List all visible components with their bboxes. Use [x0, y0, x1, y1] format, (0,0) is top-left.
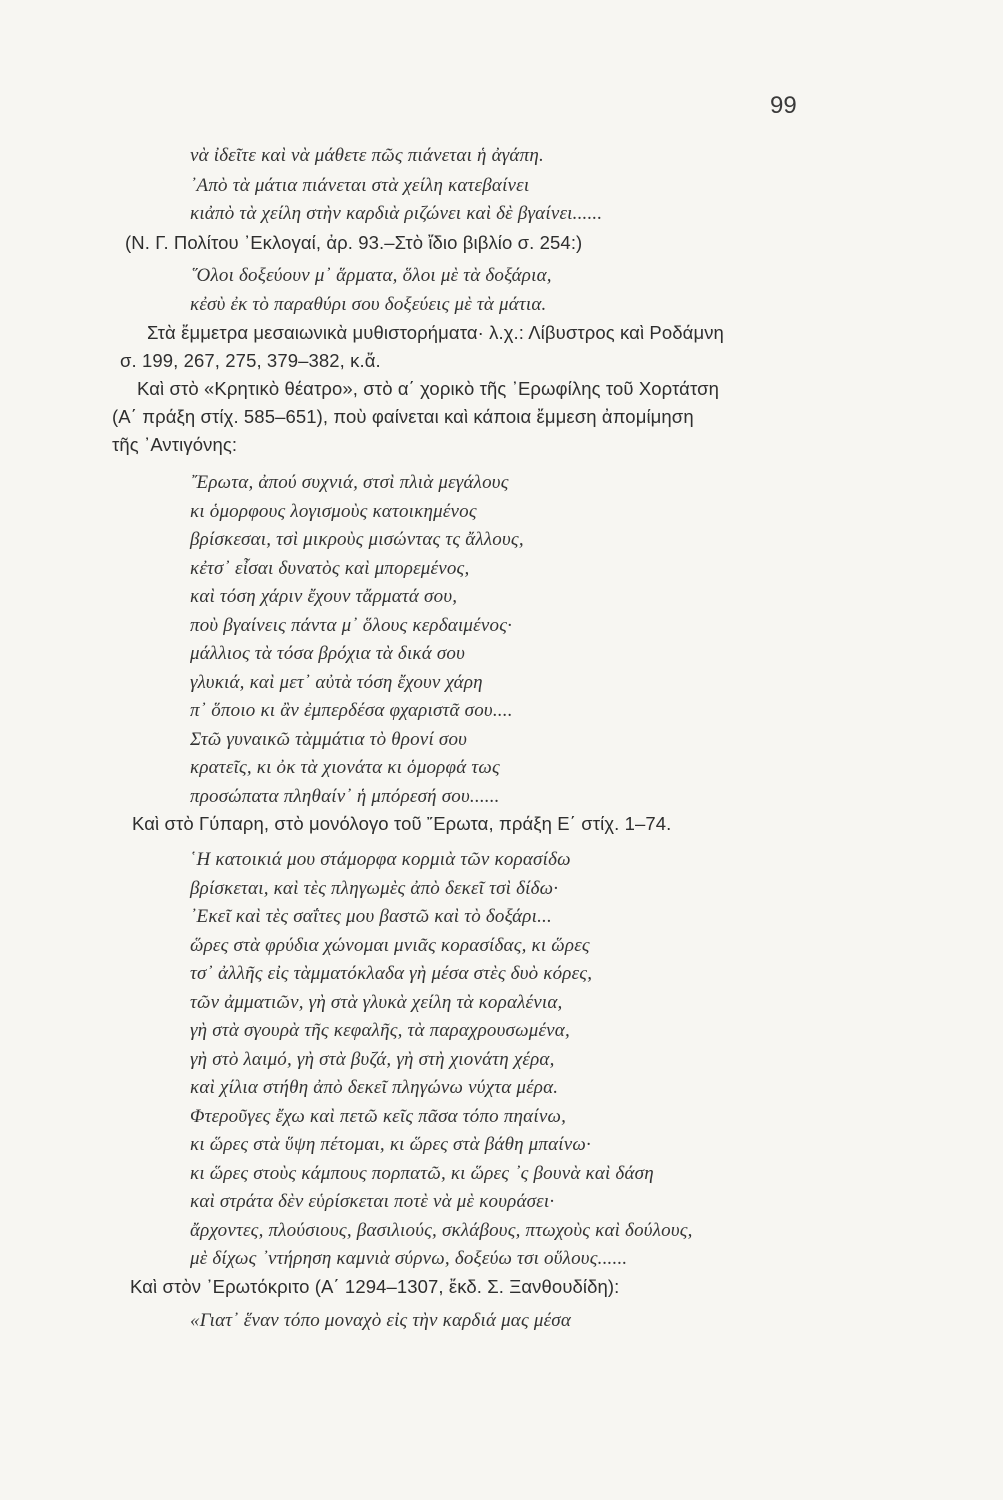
- verse-line: τσ᾿ ἀλλῆς εἰς τὰμματόκλαδα γὴ μέσα στὲς δυὸ κόρες,: [190, 963, 593, 984]
- page-number: 99: [770, 92, 797, 119]
- text-line: Καὶ στὸν ᾿Ερωτόκριτο (Α΄ 1294–1307, ἔκδ. Σ. Ξανθουδίδη):: [130, 1276, 620, 1297]
- verse-line: ποὺ βγαίνεις πάντα μ᾿ ὅλους κερδαιμένος·: [190, 615, 513, 636]
- text-line: (Α΄ πράξη στίχ. 585–651), ποὺ φαίνεται καὶ κάποια ἔμμεση ἀπομίμηση: [112, 406, 694, 427]
- verse-line: κι ὥρες στοὺς κάμπους πορπατῶ, κι ὥρες ᾽ς βουνὰ καὶ δάση: [190, 1163, 654, 1184]
- verse-line: βρίσκεται, καὶ τὲς πληγωμὲς ἀπὸ δεκεῖ τσὶ δίδω·: [190, 878, 559, 899]
- verse-line: γλυκιά, καὶ μετ᾿ αὐτὰ τόση ἔχουν χάρη: [190, 672, 483, 693]
- text-line: ῞Ολοι δοξεύουν μ᾿ ἅρματα, ὅλοι μὲ τὰ δοξάρια,: [190, 265, 552, 286]
- text-line: (Ν. Γ. Πολίτου ᾿Εκλογαί, ἀρ. 93.–Στὸ ἴδιο βιβλίο σ. 254:): [125, 232, 583, 253]
- verse-line: ῎Ερωτα, ἀπού συχνιά, στσὶ πλιὰ μεγάλους: [190, 472, 509, 493]
- verse-line: ῾Η κατοικιά μου στάμορφα κορμιὰ τῶν κορασίδω: [190, 849, 571, 870]
- verse-line: κρατεῖς, κι ὀκ τὰ χιονάτα κι ὁμορφά τως: [190, 757, 500, 778]
- text-line: κἐσὺ ἐκ τὸ παραθύρι σου δοξεύεις μὲ τὰ μάτια.: [190, 294, 547, 315]
- text-line: Καὶ στὸ «Κρητικὸ θέατρο», στὸ α΄ χορικὸ τῆς ᾿Ερωφίλης τοῦ Χορτάτση: [137, 378, 720, 399]
- text-line: Στὰ ἔμμετρα μεσαιωνικὰ μυθιστορήματα· λ.χ.: Λίβυστρος καὶ Ροδάμνη: [147, 322, 724, 343]
- verse-line: «Γιατ᾿ ἕναν τόπο μοναχὸ εἰς τὴν καρδιά μας μέσα: [190, 1310, 572, 1331]
- verse-line: Φτεροῦγες ἔχω καὶ πετῶ κεῖς πᾶσα τόπο πηαίνω,: [190, 1106, 567, 1127]
- verse-line: ὥρες στὰ φρύδια χώνομαι μνιᾶς κορασίδας, κι ὥρες: [190, 935, 590, 956]
- text-line: τῆς ᾿Αντιγόνης:: [112, 434, 238, 455]
- verse-line: κι ὥρες στὰ ὕψη πέτομαι, κι ὥρες στὰ βάθη μπαίνω·: [190, 1134, 591, 1155]
- verse-line: ἄρχοντες, πλούσιους, βασιλιούς, σκλάβους, πτωχοὺς καὶ δούλους,: [190, 1220, 693, 1241]
- text-line: κιἀπὸ τὰ χείλη στὴν καρδιὰ ριζώνει καὶ δὲ βγαίνει......: [190, 203, 603, 224]
- verse-line: ᾿Εκεῖ καὶ τὲς σαΐτες μου βαστῶ καὶ τὸ δοξάρι...: [190, 906, 552, 927]
- verse-line: κἐτσ᾿ εἶσαι δυνατὸς καὶ μπορεμένος,: [190, 558, 470, 579]
- text-line: νὰ ἰδεῖτε καὶ νὰ μάθετε πῶς πιάνεται ἡ ἀγάπη.: [190, 145, 544, 166]
- verse-line: προσώπατα πληθαίν᾿ ἡ μπόρεσή σου......: [190, 786, 500, 807]
- text-line: ᾿Απὸ τὰ μάτια πιάνεται στὰ χείλη κατεβαίνει: [190, 175, 530, 196]
- verse-line: καὶ τόση χάριν ἔχουν τἄρματά σου,: [190, 586, 458, 607]
- verse-line: καὶ στράτα δὲν εὑρίσκεται ποτὲ νὰ μὲ κουράσει·: [190, 1191, 555, 1212]
- verse-line: μάλλιος τὰ τόσα βρόχια τὰ δικά σου: [190, 643, 466, 664]
- text-line: Καὶ στὸ Γύπαρη, στὸ μονόλογο τοῦ ῎Ερωτα, πράξη Ε΄ στίχ. 1–74.: [132, 813, 672, 834]
- verse-line: Στῶ γυναικῶ τὰμμάτια τὸ θρονί σου: [190, 729, 468, 750]
- verse-line: βρίσκεσαι, τσὶ μικροὺς μισώντας τς ἄλλους,: [190, 529, 524, 550]
- verse-line: γὴ στὸ λαιμό, γὴ στὰ βυζά, γὴ στὴ χιονάτη χέρα,: [190, 1049, 555, 1070]
- verse-line: π᾿ ὅποιο κι ἂν ἐμπερδέσα φχαριστᾶ σου....: [190, 700, 513, 721]
- verse-line: τῶν ἀμματιῶν, γὴ στὰ γλυκὰ χείλη τὰ κοραλένια,: [190, 992, 563, 1013]
- verse-line: γὴ στὰ σγουρὰ τῆς κεφαλῆς, τὰ παραχρουσωμένα,: [190, 1020, 570, 1041]
- verse-line: καὶ χίλια στήθη ἀπὸ δεκεῖ πληγώνω νύχτα μέρα.: [190, 1077, 559, 1098]
- verse-line: κι ὁμορφους λογισμοὺς κατοικημένος: [190, 501, 477, 522]
- verse-line: μὲ δίχως ᾽ντήρηση καμνιὰ σύρνω, δοξεύω τσι οὕλους......: [190, 1248, 628, 1269]
- text-line: σ. 199, 267, 275, 379–382, κ.ἄ.: [120, 350, 381, 371]
